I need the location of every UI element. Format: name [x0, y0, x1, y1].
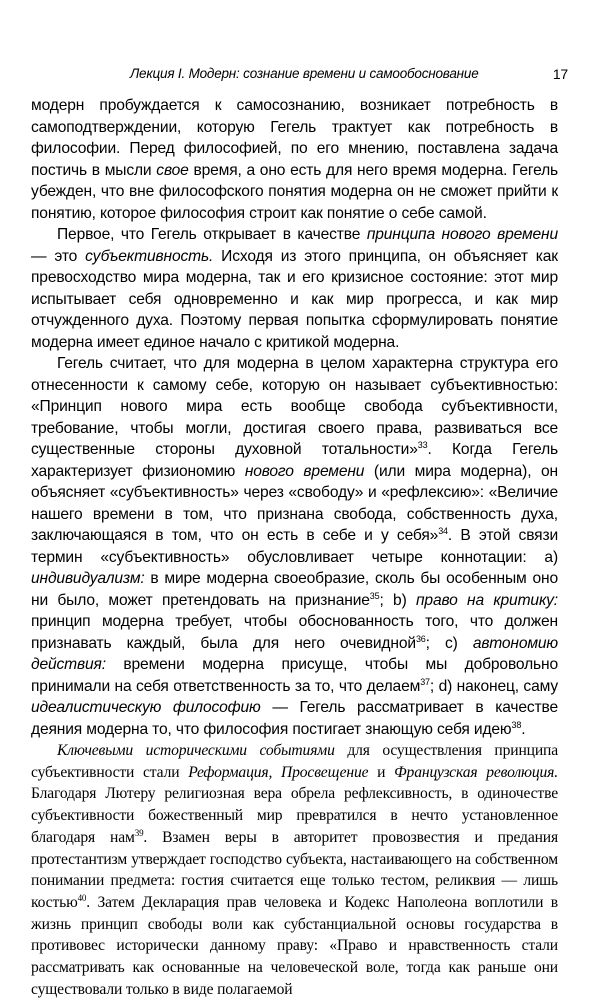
paragraph-3: Гегель считает, что для модерна в целом характерна структура его отнесенности к самому себе, которую он называет субъективностью: «Принцип нового мира есть вообще свобода субъективности, требование, чтобы могли, достигая своего права, развиваться все существенные стороны духовной тотальности»$^{33}$. Когда Гегель характеризует физиономию нового времени (или мира модерна), он объясняет «субъективность» через «свободу» и «рефлексию»: «Величие нашего времени в том, что признана свобода, собственность духа, заключающаяся в том, что он есть в себе и у себя»$^{34}$. В этой связи термин «субъективность» обусловливает четыре коннотации: a) индивидуализм: в мире модерна своеобразие, сколь бы особенным оно ни было, может претендовать на признание$^{35}$; b) право на критику: принцип модерна требует, чтобы обоснованность того, что должен признавать каждый, была для него очевидной$^{36}$; c) автономию действия: времени модерна присуще, чтобы мы добровольно принимали на себя ответственность за то, что делаем$^{37}$; d) наконец, саму идеалистическую философию — Гегель рассматривает в качестве деяния модерна то, что философия постигает знающую себя идею$^{38}$. [31, 355, 559, 738]
paragraph-1: модерн пробуждается к самосознанию, возникает потребность в самоподтверждении, которую Гегель трактует как потребность в философии. Перед философией, по его мнению, поставлена задача постичь в мысли свое время, а оно есть для него время модерна. Гегель убежден, что вне философского понятия модерна он не сможет прийти к понятию, которое философия строит как понятие о себе самой. [31, 97, 558, 222]
running-head [130, 66, 568, 86]
footnote-ref: 40 [77, 892, 87, 903]
footnote-ref: 34 [438, 525, 448, 536]
paragraph-4: Ключевыми историческими событиями для осуществления принципа субъективности стали Реформация, Просвещение и Французская революция. Благодаря Лютеру религиозная вера обрела рефлексивность, в одиночестве субъективности божественный мир превратился в нечто установленное благодаря нам$^{39}$. Взамен веры в авторитет провозвестия и предания протестантизм утверждает господство субъекта, настаивающего на собственном понимании предмета: гостия считается еще только тестом, реликвия — лишь костью$^{40}$. Затем Декларация прав человека и Кодекс Наполеона воплотили в жизнь принцип свободы воли как субстанциальной основы государства в противовес исторически данному праву: «Право и нравственность стали рассматривать как основанные на человеческой воле, тогда как раньше они существовали только в виде полагаемой [31, 742, 559, 998]
footnote-ref: 39 [134, 827, 144, 838]
chapter-title: Лекция I. Модерн: сознание времени и самообоснование [130, 66, 479, 81]
footnote-ref: 33 [417, 439, 428, 450]
body-text [31, 95, 558, 1000]
paragraph-2: Первое, что Гегель открывает в качестве принципа нового времени — это субъективность. Исходя из этого принципа, он объясняет как превосходство мира модерна, так и его кризисное состояние: этот мир испытывает себя одновременно и как мир прогресса, и как мир отчужденного духа. Поэтому первая попытка сформулировать понятие модерна имеет единое начало с критикой модерна. [31, 226, 558, 351]
footnote-ref: 37 [420, 676, 430, 687]
page-number: 17 [552, 66, 568, 82]
footnote-ref: 38 [511, 719, 522, 730]
footnote-ref: 36 [415, 633, 426, 644]
footnote-ref: 35 [369, 590, 380, 601]
